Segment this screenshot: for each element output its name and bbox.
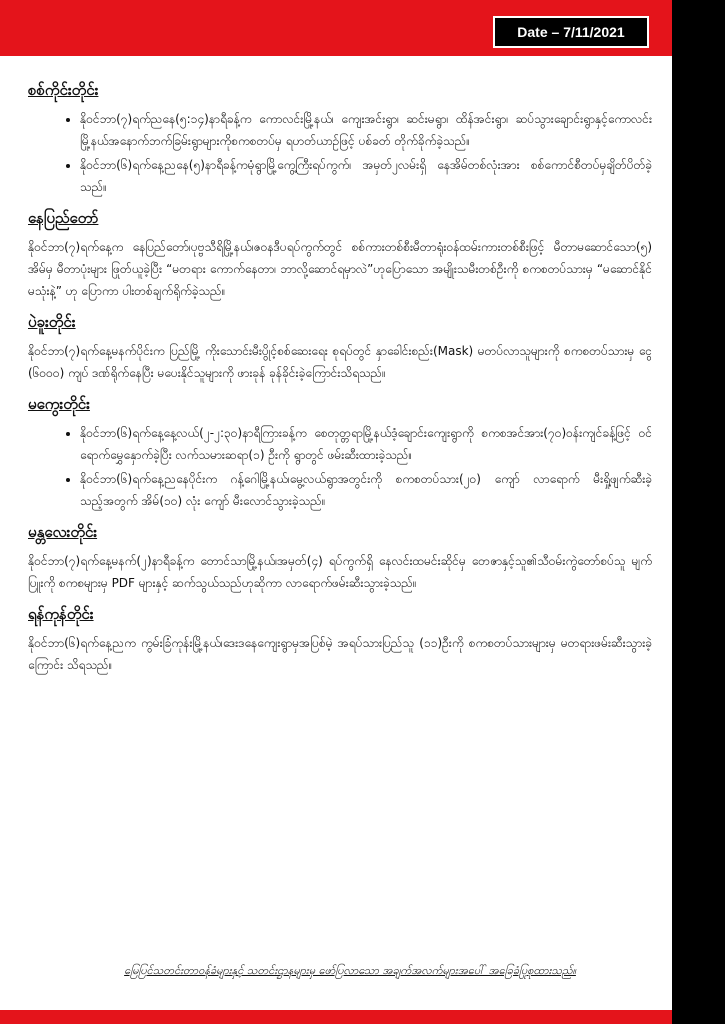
section-paragraph: နိုဝင်ဘာ(၇)ရက်နေ့မနက်(၂)နာရီခန့်က တောင်သာမြို့နယ်၊အမှတ်(၄) ရပ်ကွက်ရှိ နေလင်းထမင်းဆိုင်မှ တေဇာနှင့်သူ၏သီဝမ်းကွဲတော်စပ်သူ မျက်ပြူးကို စကစများမှ PDF များနှင့် ဆက်သွယ်သည်ဟုဆိုကာ လာရောက်ဖမ်းဆီးသွားခဲ့သည်။ [28, 554, 652, 590]
section-magway [28, 392, 652, 512]
right-black-bar [672, 0, 725, 1024]
section-mandalay [28, 520, 652, 594]
list-item: • နိုဝင်ဘာ(၆)ရက်နေ့ညနေပိုင်းက ဂန့်ဂေါမြို့နယ်၊မွေ့လယ်ရွာအတွင်းကို စကစတပ်သား(၂၀) ကျော် လာရောက် မီးရှို့ဖျက်ဆီးခဲ့သည့်အတွက် အိမ်(၁၀) လုံး ကျော် မီးလောင်သွားခဲ့သည်။ [80, 468, 652, 512]
section-heading: ရန်ကုန်တိုင်း [28, 605, 94, 623]
bottom-red-bar [0, 1010, 672, 1024]
section-heading: စစ်ကိုင်းတိုင်း [28, 81, 99, 99]
section-heading: ပဲခူးတိုင်း [28, 313, 76, 331]
list-item: • နိုဝင်ဘာ(၆)ရက်နေ့ညနေ(၅)နာရီခန့်ကမုံရွာမြို့ကွေ့ကြီးရပ်ကွက်၊ အမှတ်၂လမ်းရှိ နေအိမ်တစ်လုံးအား စစ်ကောင်စီတပ်မှချိတ်ပိတ်ခဲ့သည်။ [80, 154, 652, 198]
section-yangon [28, 602, 652, 676]
bullet-list [28, 422, 652, 512]
section-heading: မကွေးတိုင်း [28, 395, 90, 413]
section-bago [28, 310, 652, 384]
section-heading: မန္တလေးတိုင်း [28, 523, 98, 541]
section-sagaing [28, 78, 652, 198]
date-badge: Date – 7/11/2021 [493, 16, 649, 48]
section-paragraph: နိုဝင်ဘာ(၆)ရက်နေ့ညက ကွမ်းခြံကုန်းမြို့နယ်၊ဒေးဒနေကျေးရွာမှအပြစ်မဲ့ အရပ်သားပြည်သူ (၁၁)ဦးကို စကစတပ်သားများမှ မတရားဖမ်းဆီးသွားခဲ့ကြောင်း သိရသည်။ [28, 636, 652, 672]
section-heading: နေပြည်တော် [28, 209, 99, 227]
bullet-list [28, 108, 652, 198]
list-item: • နိုဝင်ဘာ(၆)ရက်နေ့နေ့လယ်(၂-၂:၃၀)နာရီကြားခန့်က စေတုတ္တရာမြို့နယ်ဒံ့ချောင်းကျေးရွာကို စကစအင်အား(၇၀)ဝန်းကျင်ခန့်ဖြင့် ဝင်ရောက်မွှေနှောက်ခဲ့ပြီး လက်သမားဆရာ(၁) ဦးကို ရွာတွင် ဖမ်းဆီးထားခဲ့သည်။ [80, 422, 652, 466]
section-paragraph: နိုဝင်ဘာ(၇)ရက်နေ့က နေပြည်တော်၊ပုဗ္ဗသီရိမြို့နယ်၊ဇဝနဒီပရပ်ကွက်တွင် စစ်ကားတစ်စီးမီတာရုံးဝန်ထမ်းကားတစ်စီးဖြင့် မီတာမဆောင်သော(၅) အိမ်မှ မီတာပုံးများ ဖြုတ်ယူခဲ့ပြီး “မတရား ကောက်နေတာ၊ ဘာလို့ဆောင်ရမှာလဲ”ဟုပြောသော အမျိုးသမီးတစ်ဦးကို စကစတပ်သားမှ “မဆောင်နိုင်မသုံးနဲ့” ဟု ပြောကာ ပါးတစ်ချက်ရိုက်ခဲ့သည်။ [28, 240, 652, 298]
list-item: • နိုဝင်ဘာ(၇)ရက်ညနေ(၅:၁၄)နာရီခန့်က ကောလင်းမြို့နယ်၊ ကျေးအင်းရွာ၊ ဆင်းမရွာ၊ ထိန်အင်းရွာ၊ ဆပ်သွားချောင်းရွာနှင့်ကောလင်းမြို့နယ်အနောက်ဘက်ခြမ်းရွာများကိုစကစတပ်မှ ရဟတ်ယာဉ်ဖြင့် ပစ်ခတ် တိုက်ခိုက်ခဲ့သည်။ [80, 108, 652, 152]
report-body [28, 78, 652, 684]
footer-note: မြေပြင်သတင်းတာဝန်ခံများနှင့် သတင်းဌာနများမှ ဖော်ပြလာသော အချက်အလက်များအပေါ် အခြေခံပြုစုထားသည်။ [124, 964, 576, 977]
section-naypyidaw [28, 206, 652, 302]
section-paragraph: နိုဝင်ဘာ(၇)ရက်နေ့မနက်ပိုင်းက ပြည်မြို့ ကိုးသောင်းမီးပွိုင့်စစ်ဆေးရေး စုရပ်တွင် နှာခေါင်းစည်း(Mask) မတပ်လာသူများကို စကစတပ်သားမှ ငွေ (၆၀၀၀) ကျပ် ဒဏ်ရိုက်နေပြီး မပေးနိုင်သူများကို ဖားခုန် ခုန်ခိုင်းခဲ့ကြောင်းသိရသည်။ [28, 344, 652, 380]
